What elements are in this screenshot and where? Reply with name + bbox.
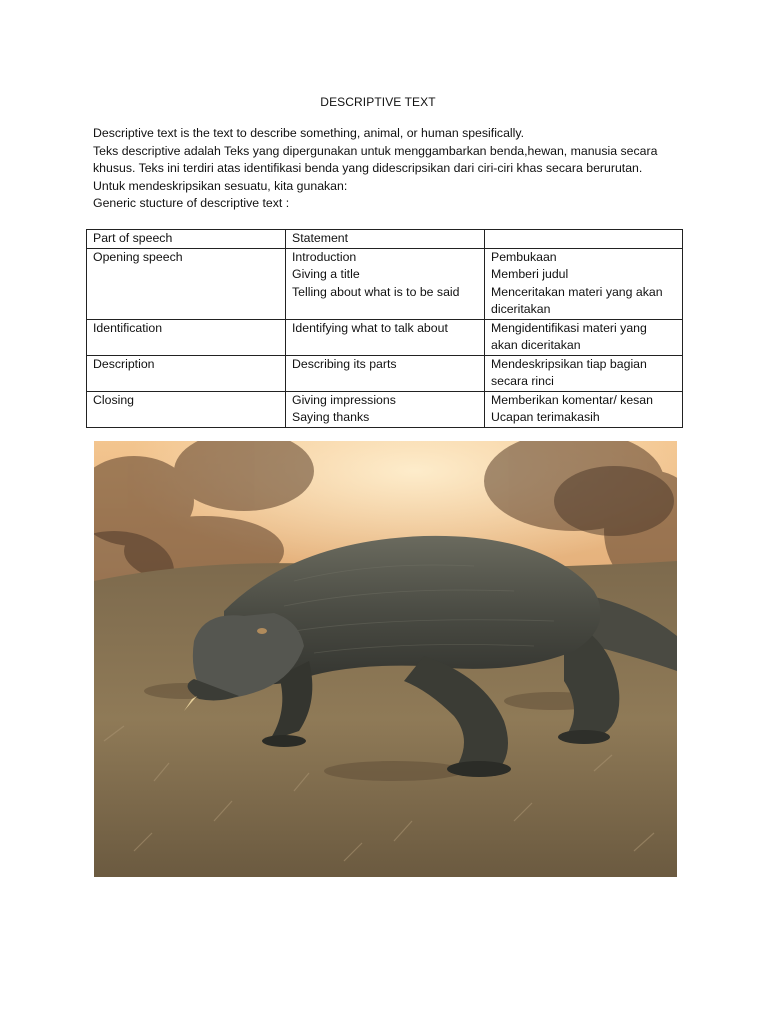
intro-paragraph-1: Descriptive text is the text to describe something, animal, or human spesifically.: [93, 126, 525, 140]
row-statement: [286, 355, 485, 391]
row-part: Closing: [87, 391, 286, 427]
statement-line: Giving a title: [292, 267, 360, 281]
translation-line: Pembukaan: [491, 249, 557, 264]
table-row: [87, 355, 683, 391]
row-statement: [286, 248, 485, 319]
row-part: Opening speech: [87, 248, 286, 319]
translation-line: Mengidentifikasi materi yang akan diceritakan: [491, 320, 647, 352]
statement-line: Describing its parts: [292, 356, 397, 371]
statement-line: Introduction: [292, 249, 357, 264]
header-part-of-speech: Part of speech: [87, 230, 286, 249]
intro-paragraph-2: Teks descriptive adalah Teks yang dipergunakan untuk menggambarkan benda,hewan, manusia secara khusus. Teks ini terdiri atas identifikasi benda yang didescripsikan dari ciri-ciri khas secara berurutan.: [93, 143, 658, 175]
header-statement: Statement: [286, 230, 485, 249]
row-translation: [485, 248, 683, 319]
row-translation: [485, 391, 683, 427]
intro-text: [93, 125, 693, 213]
table-header-row: [87, 230, 683, 249]
row-statement: [286, 319, 485, 355]
statement-line: Telling about what is to be said: [292, 284, 460, 299]
table-row: [87, 319, 683, 355]
row-part: Identification: [87, 319, 286, 355]
header-blank: [485, 230, 683, 249]
statement-line: Identifying what to talk about: [292, 320, 448, 335]
translation-line: Menceritakan materi yang akan diceritakan: [491, 284, 663, 316]
translation-line: Memberikan komentar/ kesan: [491, 392, 653, 407]
translation-line: Memberi judul: [491, 267, 569, 281]
komodo-dragon-illustration: [94, 441, 677, 877]
intro-paragraph-4: Generic stucture of descriptive text :: [93, 196, 290, 210]
page-title: DESCRIPTIVE TEXT: [320, 95, 436, 109]
row-statement: [286, 391, 485, 427]
intro-paragraph-3: Untuk mendeskripsikan sesuatu, kita gunakan:: [93, 178, 348, 193]
statement-line: Giving impressions: [292, 392, 396, 407]
row-translation: [485, 355, 683, 391]
komodo-dragon-photo: [94, 441, 677, 877]
row-part: Description: [87, 355, 286, 391]
table-row: [87, 391, 683, 427]
row-translation: [485, 319, 683, 355]
table-row: [87, 248, 683, 319]
translation-line: Ucapan terimakasih: [491, 410, 600, 424]
translation-line: Mendeskripsikan tiap bagian secara rinci: [491, 356, 647, 388]
statement-line: Saying thanks: [292, 410, 370, 424]
generic-structure-table: [86, 229, 683, 428]
